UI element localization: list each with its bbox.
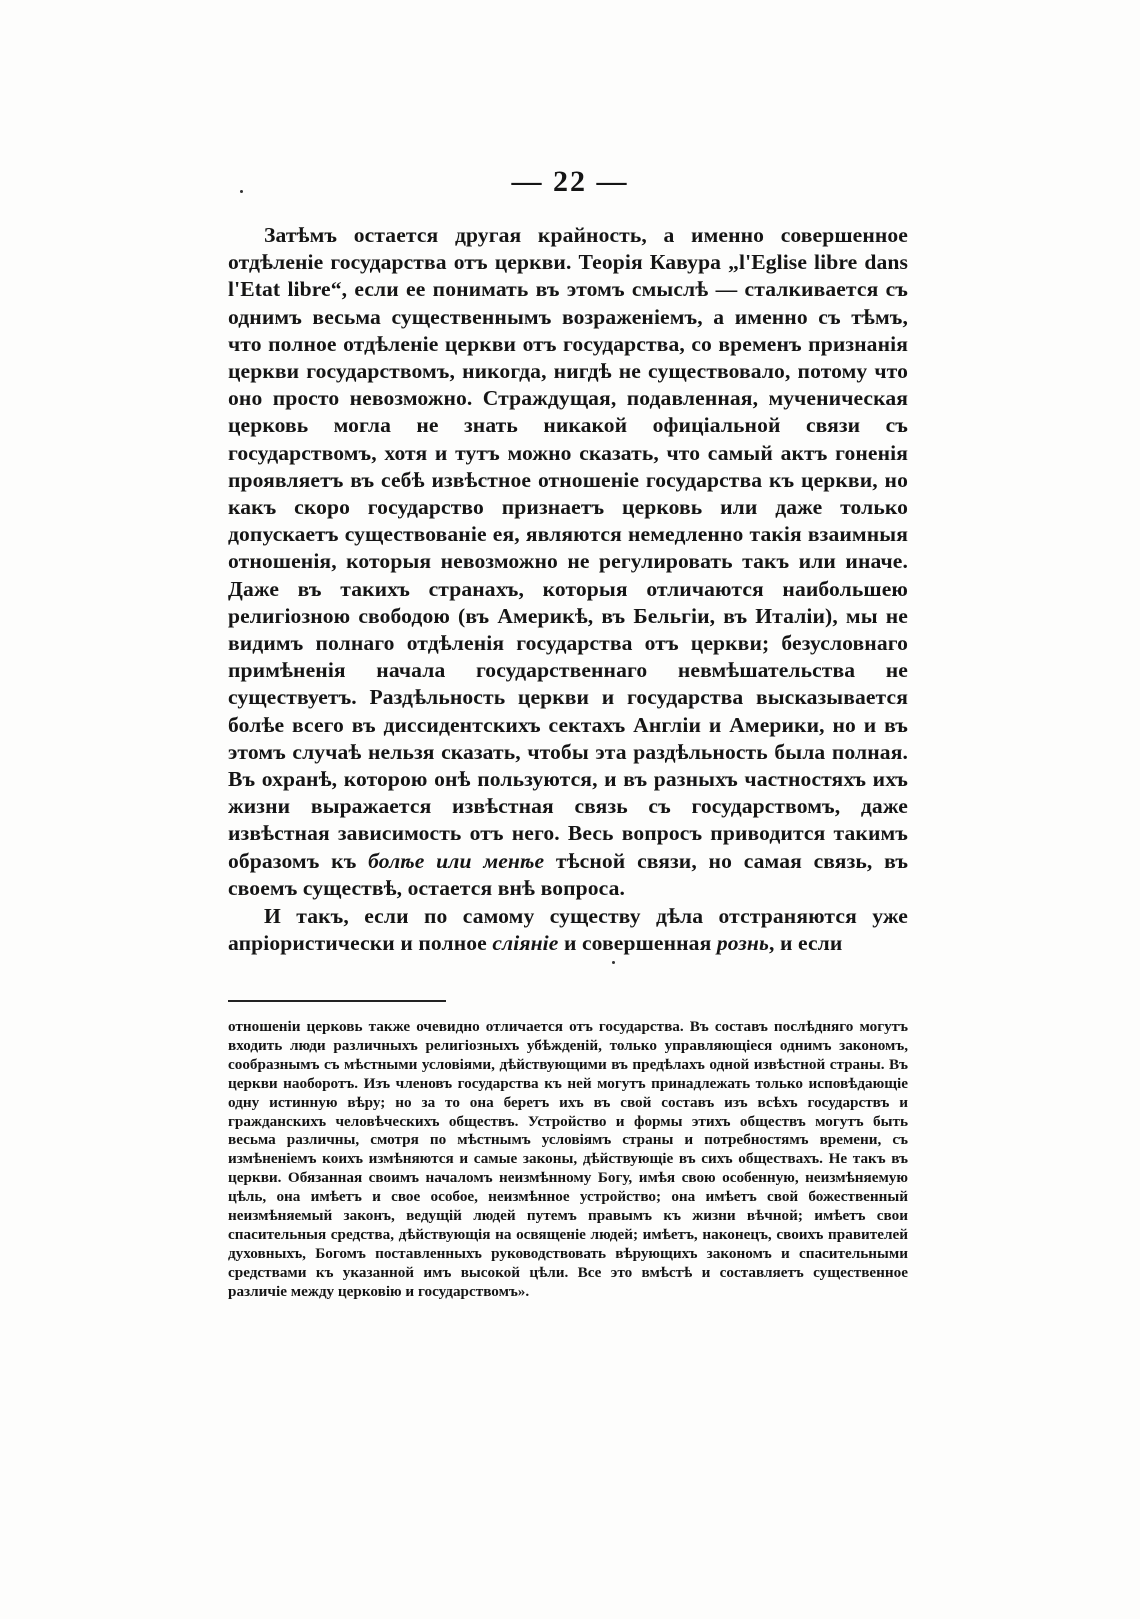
- paragraph-text: , и если: [768, 931, 843, 956]
- paragraph: [228, 903, 908, 957]
- paragraph-text: и совершенная: [563, 931, 712, 956]
- paragraph-text: И такъ, если по самому существу дѣла отстраняются уже апріористически и полное: [228, 904, 908, 956]
- italic-term: болѣе или менѣе: [368, 848, 545, 873]
- scan-speck: [240, 190, 243, 193]
- footnote-paragraph: отношеніи церковь также очевидно отличается отъ государства. Въ составъ послѣдняго могутъ входить люди различныхъ религіозныхъ убѣжденій, только управляющіеся однимъ закономъ, сообразнымъ съ мѣстными условіями, дѣйствующими въ предѣлахъ одной извѣстной страны. Въ церкви наоборотъ. Изъ членовъ государства къ ней могутъ принадлежать только исповѣдающіе одну истинную вѣру; но за то она беретъ ихъ въ свой составъ изъ всѣхъ государствъ и гражданскихъ человѣческихъ обществъ. Устройство и формы этихъ обществъ могутъ быть весьма различны, смотря по мѣстнымъ условіямъ страны и потребностямъ времени, съ измѣненіемъ коихъ измѣняются и самые законы, дѣйствующіе въ сихъ обществахъ. Не такъ въ церкви. Обязанная своимъ началомъ неизмѣнному Богу, имѣя свою особенную, неизмѣняемую цѣль, она имѣетъ и свое особое, неизмѣнное устройство; она имѣетъ свой божественный неизмѣняемый законъ, ведущій людей путемъ правымъ къ жизни вѣчной; имѣетъ свои спасительныя средства, дѣйствующія на освященіе людей; имѣетъ, наконецъ, своихъ правителей духовныхъ, Богомъ поставленныхъ руководствовать вѣрующихъ закономъ и спасительными средствами къ указанной имъ высокой цѣли. Все это вмѣстѣ и составляетъ существенное различіе между церковію и государствомъ».: [228, 1018, 908, 1300]
- scan-speck: [612, 961, 615, 964]
- main-text: [228, 222, 908, 957]
- italic-term: рознь: [716, 931, 769, 956]
- paragraph: [228, 222, 908, 902]
- paragraph-text: тѣсной связи, но самая связь, въ своемъ существѣ, остается внѣ вопроса.: [228, 848, 909, 900]
- italic-term: сліяніе: [492, 931, 559, 956]
- footnote: [228, 1018, 908, 1302]
- paragraph-text: Затѣмъ остается другая крайность, а именно совершенное отдѣленіе государства отъ церкви. Теорія Кавура „l'Eglise libre dans l'Etat libre“, если ее понимать въ этомъ смыслѣ — сталкивается съ однимъ весьма существеннымъ возраженіемъ, а именно съ тѣмъ, что полное отдѣленіе церкви отъ государства, со временъ признанія церкви государствомъ, никогда, нигдѣ не существовало, потому что оно просто невозможно. Страждущая, подавленная, мученическая церковь могла не знать никакой офиціальной связи съ государствомъ, хотя и тутъ можно сказать, что самый актъ гоненія проявляетъ въ себѣ извѣстное отношеніе государства къ церкви, но какъ скоро государство признаетъ церковь или даже только допускаетъ существованіе ея, являются немедленно такія взаимныя отношенія, которыя невозможно не регулировать такъ или иначе. Даже въ такихъ странахъ, которыя отличаются наибольшею религіозною свободою (въ Америкѣ, въ Бельгіи, въ Италіи), мы не видимъ полнаго отдѣленія государства отъ церкви; безусловнаго примѣненія начала государственнаго невмѣшательства не существуетъ. Раздѣльность церкви и государства высказывается болѣе всего въ диссидентскихъ сектахъ Англіи и Америки, но и въ этомъ случаѣ нельзя сказать, чтобы эта раздѣльность была полная. Въ охранѣ, которою онѣ пользуются, и въ разныхъ частностяхъ ихъ жизни выражается извѣстная связь съ государствомъ, даже извѣстная зависимость отъ него. Весь вопросъ приводится такимъ образомъ къ: [228, 223, 908, 873]
- page-number: — 22 —: [511, 165, 629, 198]
- footnote-divider: [228, 1000, 446, 1002]
